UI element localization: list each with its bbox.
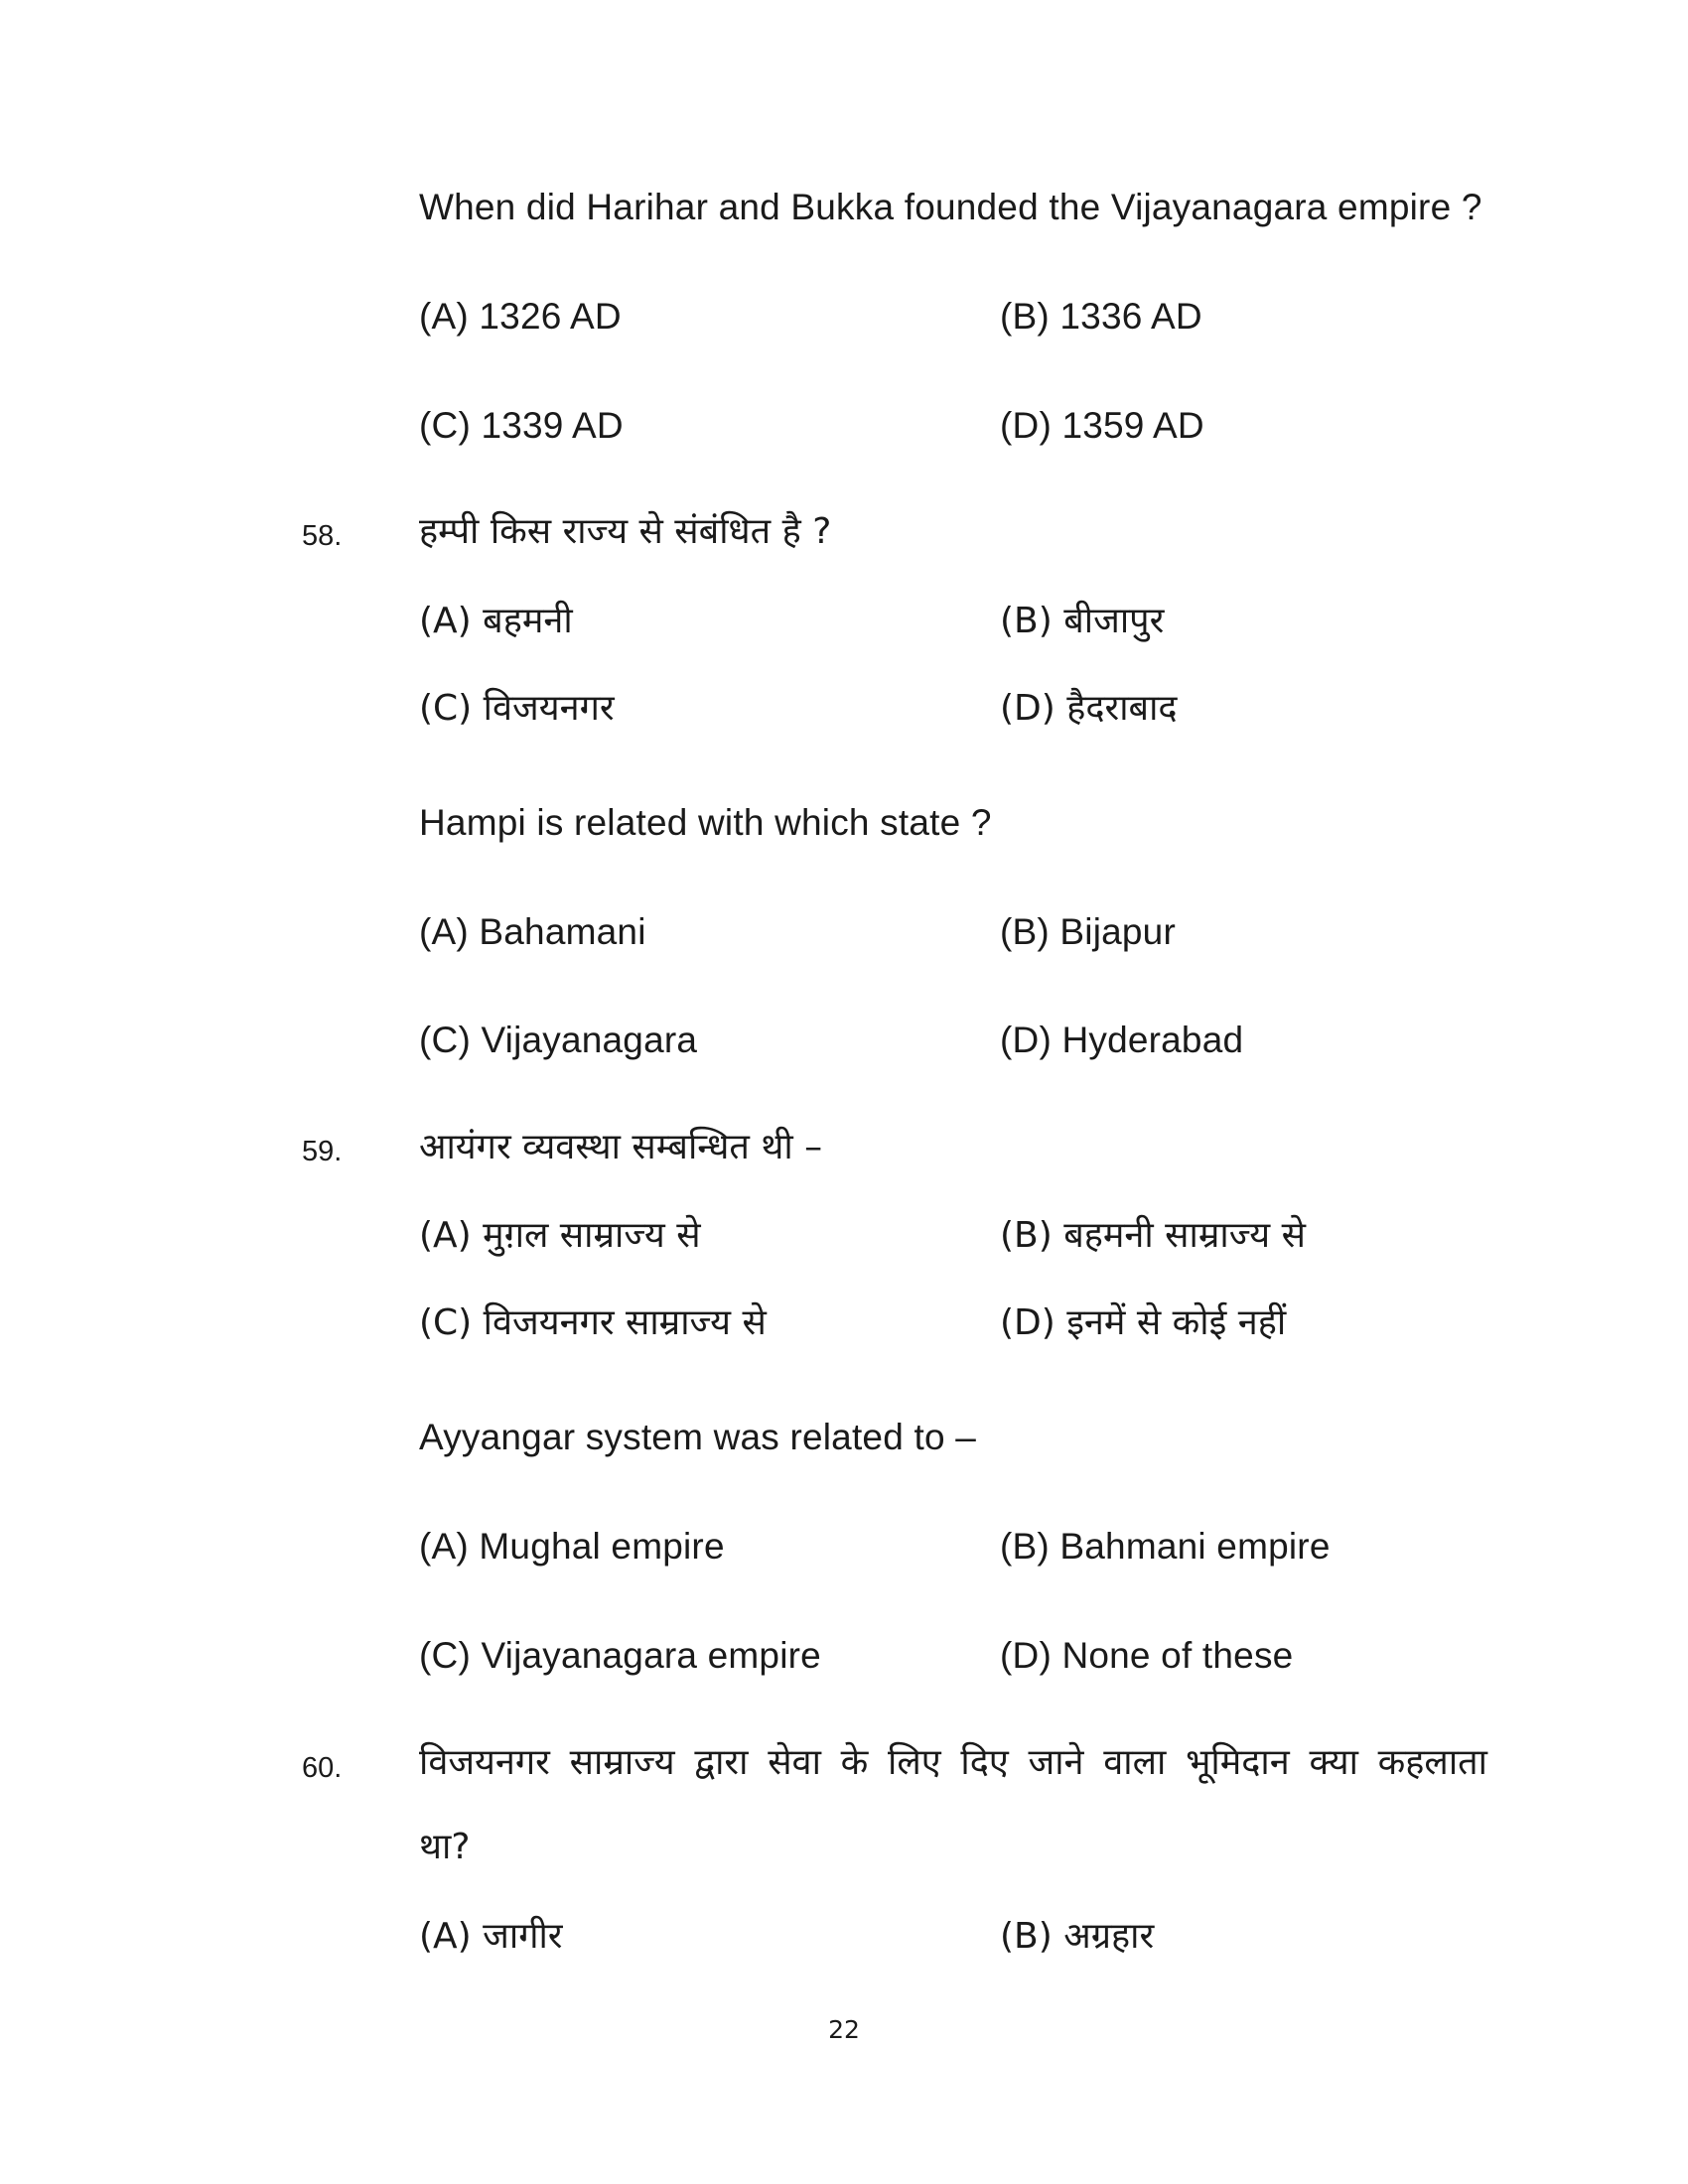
q58-english-option-b: (B) Bijapur — [1000, 911, 1176, 952]
q59-english-question: Ayyangar system was related to – — [419, 1417, 976, 1457]
q58-english-option-c: (C) Vijayanagara — [419, 1020, 698, 1060]
q59-english-option-a: (A) Mughal empire — [419, 1526, 725, 1567]
q58-english-option-a: (A) Bahamani — [419, 911, 646, 952]
q57-english-option-a: (A) 1326 AD — [419, 296, 622, 337]
q60-number: 60. — [302, 1752, 343, 1784]
q58-number: 58. — [302, 520, 343, 552]
q58-hindi-question: हम्पी किस राज्य से संबंधित है ? — [419, 511, 832, 552]
q59-number: 59. — [302, 1136, 343, 1167]
q58-english-question: Hampi is related with which state ? — [419, 802, 992, 843]
q57-english-option-c: (C) 1339 AD — [419, 405, 624, 446]
q59-english-option-b: (B) Bahmani empire — [1000, 1526, 1331, 1567]
q59-hindi-option-b: (B) बहमनी साम्राज्य से — [1000, 1215, 1306, 1256]
q59-english-option-c: (C) Vijayanagara empire — [419, 1635, 821, 1676]
q60-hindi-option-a: (A) जागीर — [419, 1916, 563, 1957]
q57-english-question: When did Harihar and Bukka founded the Vijayanagara empire ? — [419, 187, 1482, 227]
q58-english-option-d: (D) Hyderabad — [1000, 1020, 1244, 1060]
q59-hindi-option-a: (A) मुग़ल साम्राज्य से — [419, 1215, 701, 1256]
q59-hindi-option-c: (C) विजयनगर साम्राज्य से — [419, 1302, 767, 1343]
q60-hindi-question-line2: था? — [419, 1827, 471, 1867]
q60-hindi-question-line1: विजयनगर साम्राज्य द्वारा सेवा के लिए दिए जाने वाला भूमिदान क्या कहलाता — [419, 1742, 1487, 1783]
page-number: 22 — [828, 2015, 860, 2044]
q60-hindi-option-b: (B) अग्रहार — [1000, 1916, 1155, 1957]
q57-english-option-b: (B) 1336 AD — [1000, 296, 1202, 337]
q58-hindi-option-d: (D) हैदराबाद — [1000, 688, 1178, 729]
q59-english-option-d: (D) None of these — [1000, 1635, 1294, 1676]
q58-hindi-option-b: (B) बीजापुर — [1000, 601, 1165, 641]
q59-hindi-option-d: (D) इनमें से कोई नहीं — [1000, 1302, 1287, 1343]
q59-hindi-question: आयंगर व्यवस्था सम्बन्धित थी – — [419, 1127, 823, 1167]
q58-hindi-option-a: (A) बहमनी — [419, 601, 573, 641]
q58-hindi-option-c: (C) विजयनगर — [419, 688, 615, 729]
q57-english-option-d: (D) 1359 AD — [1000, 405, 1204, 446]
